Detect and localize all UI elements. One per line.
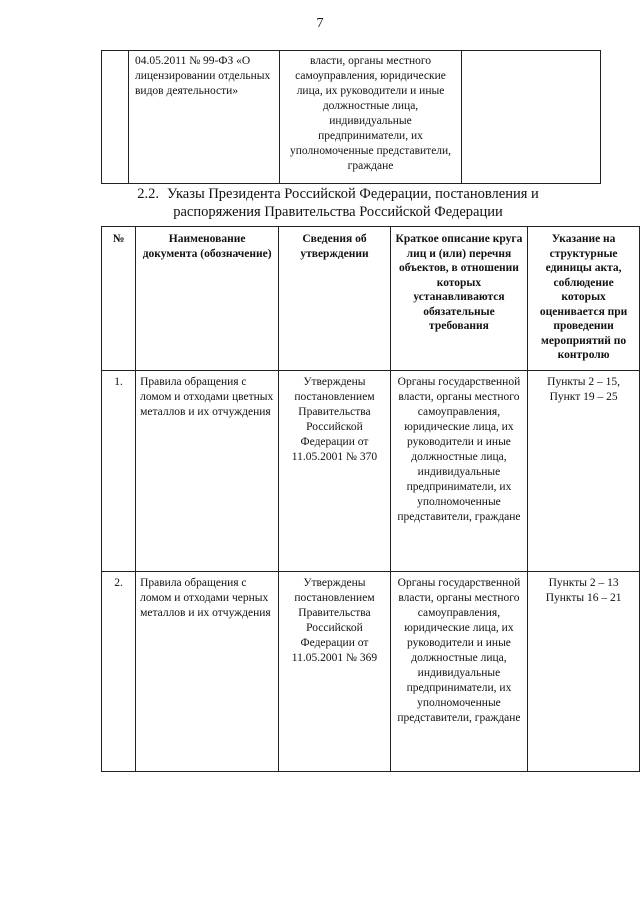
- table-row: [102, 371, 640, 572]
- row-approval: Утверждены постановлением Правительства Российской Федерации от 11.05.2001 № 369: [279, 572, 391, 772]
- continuation-document: 04.05.2011 № 99-ФЗ «О лицензировании отдельных видов деятельности»: [129, 51, 280, 184]
- documents-table: [101, 226, 640, 772]
- table-cell-empty: [102, 51, 129, 184]
- points-line: Пункт 19 – 25: [549, 391, 618, 403]
- row-number: 2.: [102, 572, 136, 772]
- table-header-row: [102, 227, 640, 371]
- table-cell-empty: [462, 51, 601, 184]
- points-line: Пункты 16 – 21: [545, 592, 622, 604]
- points-line: Пункты 2 – 15,: [547, 376, 621, 388]
- page-number: 7: [316, 16, 324, 31]
- row-subjects: Органы государственной власти, органы местного самоуправления, юридические лица, их руководители и иные должностные лица, индивидуальные предприниматели, их уполномоченные представители, граждане: [390, 371, 527, 572]
- header-structural-units: Указание на структурные единицы акта, соблюдение которых оценивается при проведении мероприятий по контролю: [528, 227, 640, 371]
- header-number: №: [102, 227, 136, 371]
- table-row: [102, 572, 640, 772]
- header-document-name: Наименование документа (обозначение): [136, 227, 279, 371]
- points-line: Пункты 2 – 13: [548, 577, 619, 589]
- table-row: [102, 51, 601, 184]
- row-subjects: Органы государственной власти, органы местного самоуправления, юридические лица, их руководители и иные должностные лица, индивидуальные предприниматели, их уполномоченные представители, граждане: [390, 572, 527, 772]
- header-subjects: Краткое описание круга лиц и (или) перечня объектов, в отношении которых устанавливаются обязательные требования: [390, 227, 527, 371]
- row-number: 1.: [102, 371, 136, 572]
- row-document-name: Правила обращения с ломом и отходами цветных металлов и их отчуждения: [136, 371, 279, 572]
- row-document-name: Правила обращения с ломом и отходами черных металлов и их отчуждения: [136, 572, 279, 772]
- header-approval: Сведения об утверждении: [279, 227, 391, 371]
- section-title: Указы Президента Российской Федерации, постановления и распоряжения Правительства Российской Федерации: [166, 186, 539, 220]
- row-structural-units: [528, 572, 640, 772]
- section-heading: [100, 185, 576, 221]
- continuation-subjects: власти, органы местного самоуправления, юридические лица, их руководители и иные должностные лица, индивидуальные предприниматели, их уполномоченные представители, граждане: [280, 51, 462, 184]
- section-number: 2.2.: [137, 186, 159, 202]
- continuation-table: [101, 50, 601, 184]
- row-approval: Утверждены постановлением Правительства Российской Федерации от 11.05.2001 № 370: [279, 371, 391, 572]
- row-structural-units: [528, 371, 640, 572]
